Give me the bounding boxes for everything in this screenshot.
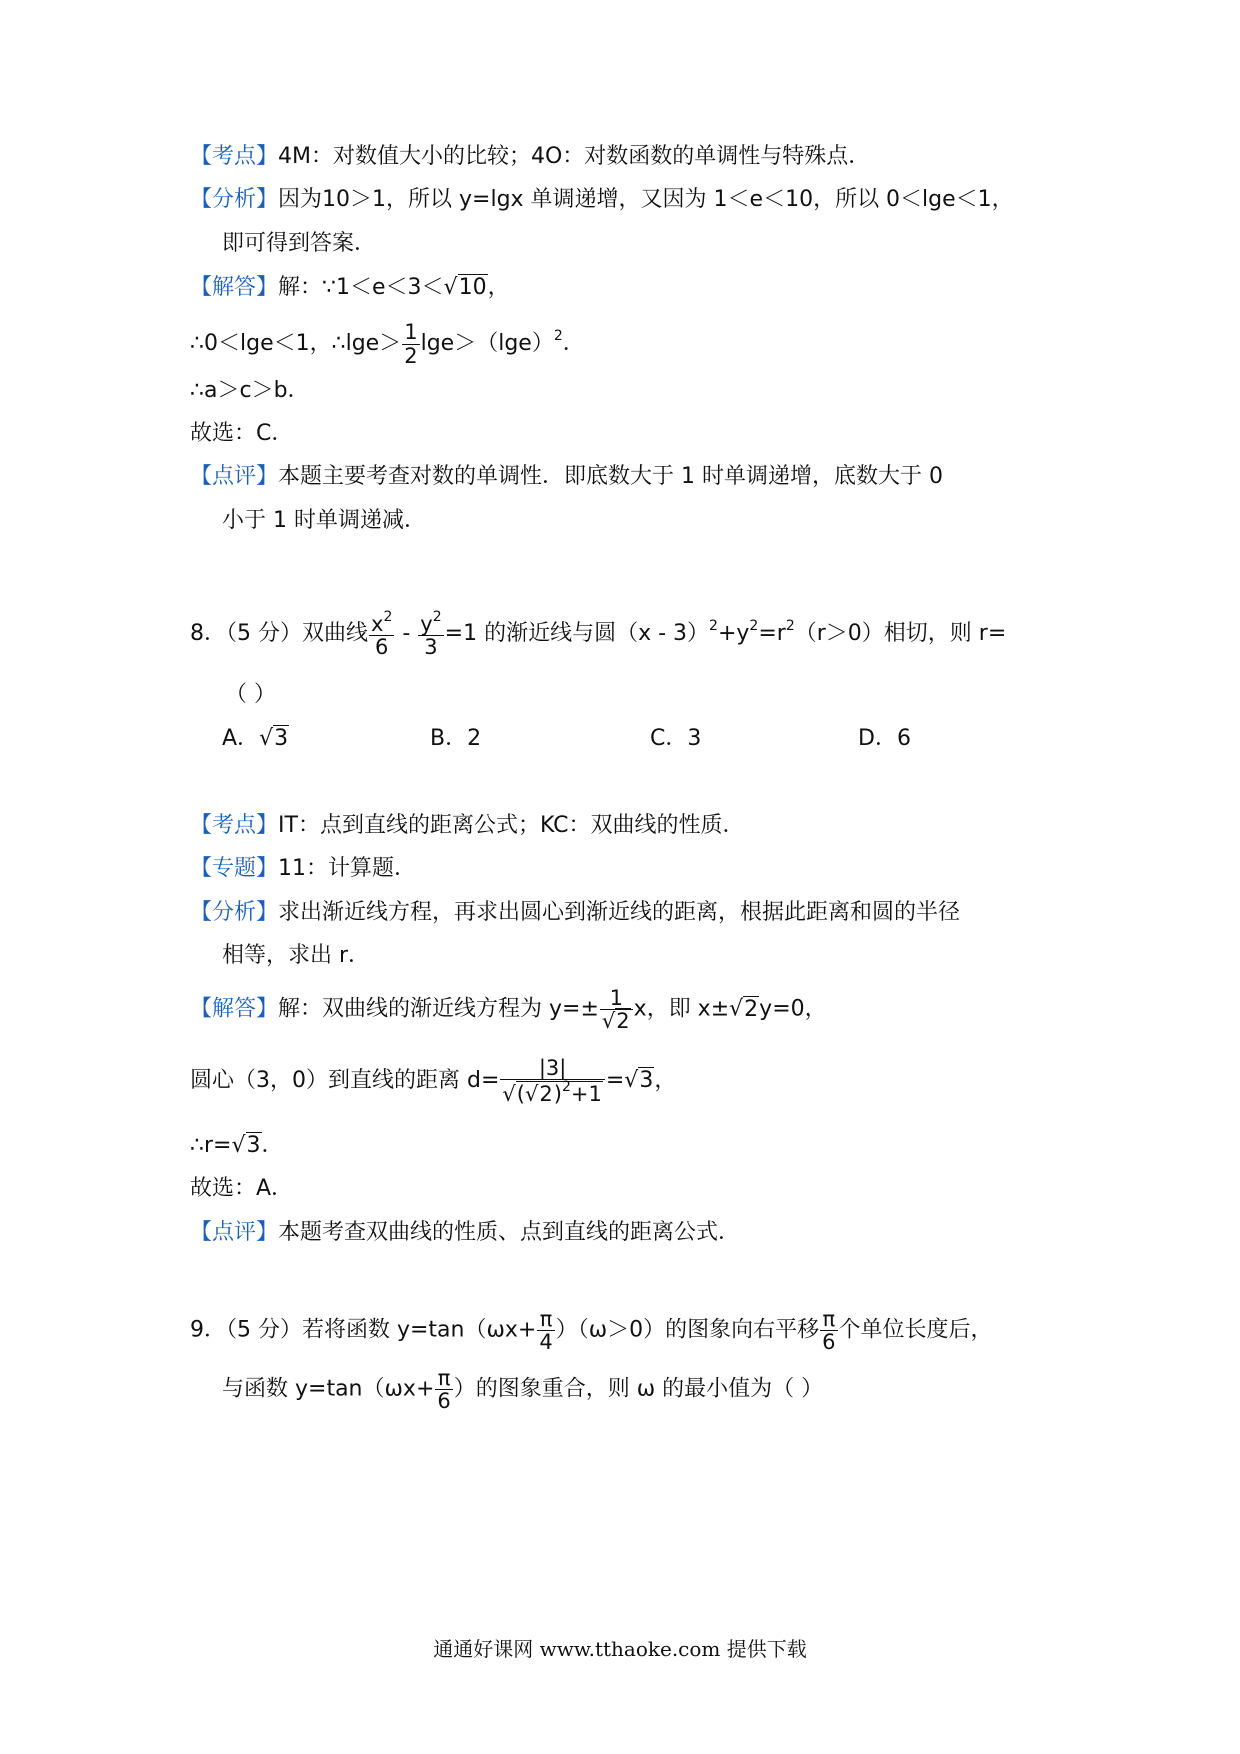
jieda-tag: 【解答】 xyxy=(190,996,279,1022)
q7-line2: ∴0＜lge＜1，∴lge＞ $\frac{1}{2}$ $\lg e>(\lg e)^2$． xyxy=(190,320,585,368)
q9-stem-line-2: 与函数 y=tan（ωx+ $\frac{\pi}{6}$ ）的图象重合，则 ω 的最小值为（ ） xyxy=(222,1366,824,1414)
q7-dianping-text-2: 小于 1 时单调递减． xyxy=(222,508,426,533)
q7-fenxi-text-1: 因为10＞1，所以 y=lgx 单调递增，又因为 1＜e＜10，所以 0＜lge＜1， xyxy=(278,187,1014,212)
q7-fenxi-line xyxy=(190,185,1014,215)
fenxi-tag: 【分析】 xyxy=(190,900,279,925)
fraction-x2-over-6: $\frac{x^2}{6}$ xyxy=(371,609,393,660)
q8-option-d: D．6 xyxy=(858,726,911,751)
q7-fenxi-line-2 xyxy=(222,229,376,259)
page-footer: 通通好课网 www.tthaoke.com 提供下载 xyxy=(433,1637,807,1661)
fraction-pi-over-6: $\frac{\pi}{6}$ xyxy=(437,1366,451,1414)
q7-jieda-line: 【解答】解：∵1＜e＜3＜√10， xyxy=(190,275,510,300)
q8-dianping-line: 【点评】本题考查双曲线的性质、点到直线的距离公式． xyxy=(190,1220,741,1245)
q7-fenxi-text-2: 即可得到答案． xyxy=(222,231,377,256)
q7-choose: 故选：C． xyxy=(190,421,294,446)
q8-option-c: C．3 xyxy=(650,726,702,751)
q7-dianping-line xyxy=(190,462,943,492)
q7-dianping-line-2 xyxy=(222,506,426,536)
fraction-pi-over-6: $\frac{\pi}{6}$ xyxy=(822,1307,836,1355)
sqrt-10: √10 xyxy=(443,275,487,300)
q7-jieda-text: 解：∵1＜e＜3＜ xyxy=(278,275,444,300)
fenxi-tag: 【分析】 xyxy=(190,187,279,212)
q8-distance-line: 圆心（3，0）到直线的距离 d= $\frac{|3|}{√(√2)^2+1}$ =√3， xyxy=(190,1056,677,1107)
q8-fenxi-line-2: 相等，求出 r． xyxy=(222,943,371,968)
q8-jieda-line: 【解答】解：双曲线的渐近线方程为 y=± $\frac{1}{√2}$ x，即 x±√2y=0， xyxy=(190,986,827,1034)
distance-fraction: $\frac{|3|}{√(√2)^2+1}$ xyxy=(500,1057,604,1105)
kaodian-tag: 【考点】 xyxy=(190,144,279,169)
dianping-tag: 【点评】 xyxy=(190,464,279,489)
q9-stem: 9．（5 分）若将函数 y=tan（ωx+ $\frac{\pi}{4}$ ）（ω＞0）的图象向右平移 $\frac{\pi}{6}$ 个单位长度后， xyxy=(190,1307,993,1355)
q8-kaodian-line: 【考点】IT：点到直线的距离公式；KC：双曲线的性质． xyxy=(190,813,745,838)
fraction-1-over-sqrt2: $\frac{1}{√2}$ xyxy=(600,987,633,1032)
q8-r-line: ∴r=√3． xyxy=(190,1133,284,1158)
q7-line3: ∴a＞c＞b． xyxy=(190,378,310,403)
fraction-pi-over-4: $\frac{\pi}{4}$ xyxy=(539,1307,553,1355)
zhuanti-tag: 【专题】 xyxy=(190,856,279,881)
q8-fenxi-line: 【分析】求出渐近线方程，再求出圆心到渐近线的距离，根据此距离和圆的半径 xyxy=(190,900,961,925)
q8-option-a: A．√3 xyxy=(222,726,289,751)
sqrt-3: √3 xyxy=(231,1133,261,1158)
q7-kaodian-text: 4M：对数值大小的比较；4O：对数函数的单调性与特殊点． xyxy=(278,144,871,169)
q8-stem: 8．（5 分）双曲线 $\frac{x^2}{6}$ - $\frac{y^2}{3}$ =1 的渐近线与圆$(x - 3)^2+y^2=r^2(r>0)$相切，则 r= xyxy=(190,609,1007,660)
fraction-one-half: $\frac{1}{2}$ xyxy=(404,320,418,368)
q8-answer-blank: （ ） xyxy=(225,682,276,707)
q7-dianping-text-1: 本题主要考查对数的单调性．即底数大于 1 时单调递增，底数大于 0 xyxy=(278,464,943,489)
dianping-tag: 【点评】 xyxy=(190,1220,279,1245)
q8-option-b: B．2 xyxy=(430,726,482,751)
sqrt-3: √3 xyxy=(624,1068,654,1094)
sqrt-2: √2 xyxy=(729,996,759,1022)
jieda-tag: 【解答】 xyxy=(190,275,279,300)
q7-kaodian-line xyxy=(190,142,870,172)
sqrt-3: √3 xyxy=(259,726,289,751)
kaodian-tag: 【考点】 xyxy=(190,813,279,838)
q8-zhuanti-line: 【专题】11：计算题． xyxy=(190,856,417,881)
q8-choose: 故选：A． xyxy=(190,1176,294,1201)
fraction-y2-over-3: $\frac{y^2}{3}$ xyxy=(420,609,442,660)
